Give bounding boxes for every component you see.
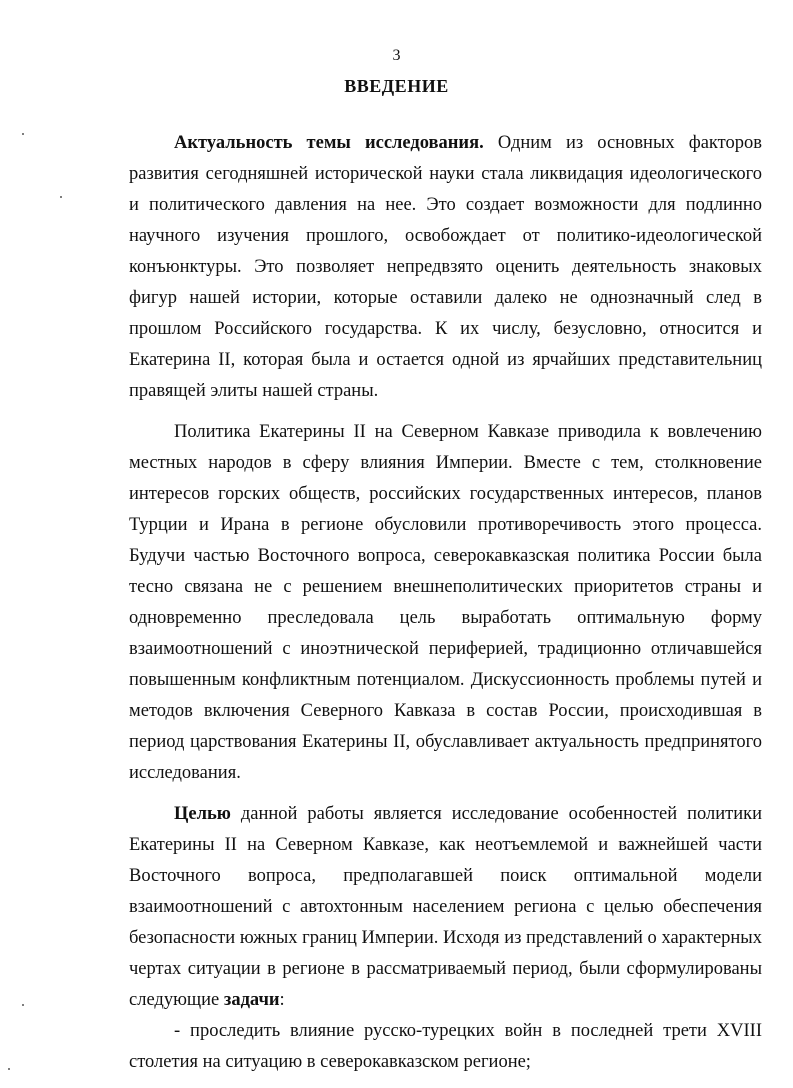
- goal-lead: Целью: [174, 804, 231, 824]
- relevance-lead: Актуальность темы исследования.: [174, 133, 484, 153]
- scan-speck: [22, 1004, 24, 1006]
- page-number: 3: [392, 47, 401, 64]
- tasks-colon: :: [279, 990, 285, 1010]
- scan-speck: [22, 133, 24, 135]
- paragraph-policy: Политика Екатерины II на Северном Кавказе приводила к вовлечению местных народов в сферу влияния Империи. Вместе с тем, столкновение интересов горских обществ, российских государственных интересов, планов Турции и Ирана в регионе обусловили противоречивость этого процесса. Будучи частью Восточного вопроса, северокавказская политика России была тесно связана не с решением внешнеполитических приоритетов страны и одновременно преследовала цель выработать оптимальную форму взаимоотношений с иноэтнической периферией, традиционно отличавшейся повышенным конфликтным потенциалом. Дискуссионность проблемы путей и методов включения Северного Кавказа в состав России, происходившая в период царствования Екатерины II, обуславливает актуальность предпринятого исследования.: [129, 422, 762, 783]
- goal-text: данной работы является исследование особенностей политики Екатерины II на Северном Кавказе, как неотъемлемой и важнейшей части Восточного вопроса, предполагавшей поиск оптимальной модели взаимоотношений с автохтонным населением региона с целью обеспечения безопасности южных границ Империи. Исходя из представлений о характерных чертах ситуации в регионе в рассматриваемый период, были сформулированы следующие: [129, 804, 762, 1010]
- document-body: [129, 128, 762, 1088]
- scan-speck: [8, 1068, 10, 1070]
- paragraph-relevance: [129, 128, 762, 407]
- page-heading: ВВЕДЕНИЕ: [344, 76, 449, 96]
- tasks-word: задачи: [223, 990, 280, 1010]
- scan-speck: [60, 196, 62, 198]
- list-item: - проследить влияние русско-турецких войн в последней трети XVIII столетия на ситуацию в северокавказском регионе;: [129, 1021, 762, 1072]
- relevance-text: Одним из основных факторов развития сегодняшней исторической науки стала ликвидация идеологического и политического давления на нее. Это создает возможности для подлинно научного изучения прошлого, освобождает от политико-идеологической конъюнктуры. Это позволяет непредвзято оценить деятельность знаковых фигур нашей истории, которые оставили далеко не однозначный след в прошлом Российского государства. К их числу, безусловно, относится и Екатерина II, которая была и остается одной из ярчайших представительниц правящей элиты нашей страны.: [129, 133, 762, 401]
- paragraph-goal: [129, 799, 762, 1016]
